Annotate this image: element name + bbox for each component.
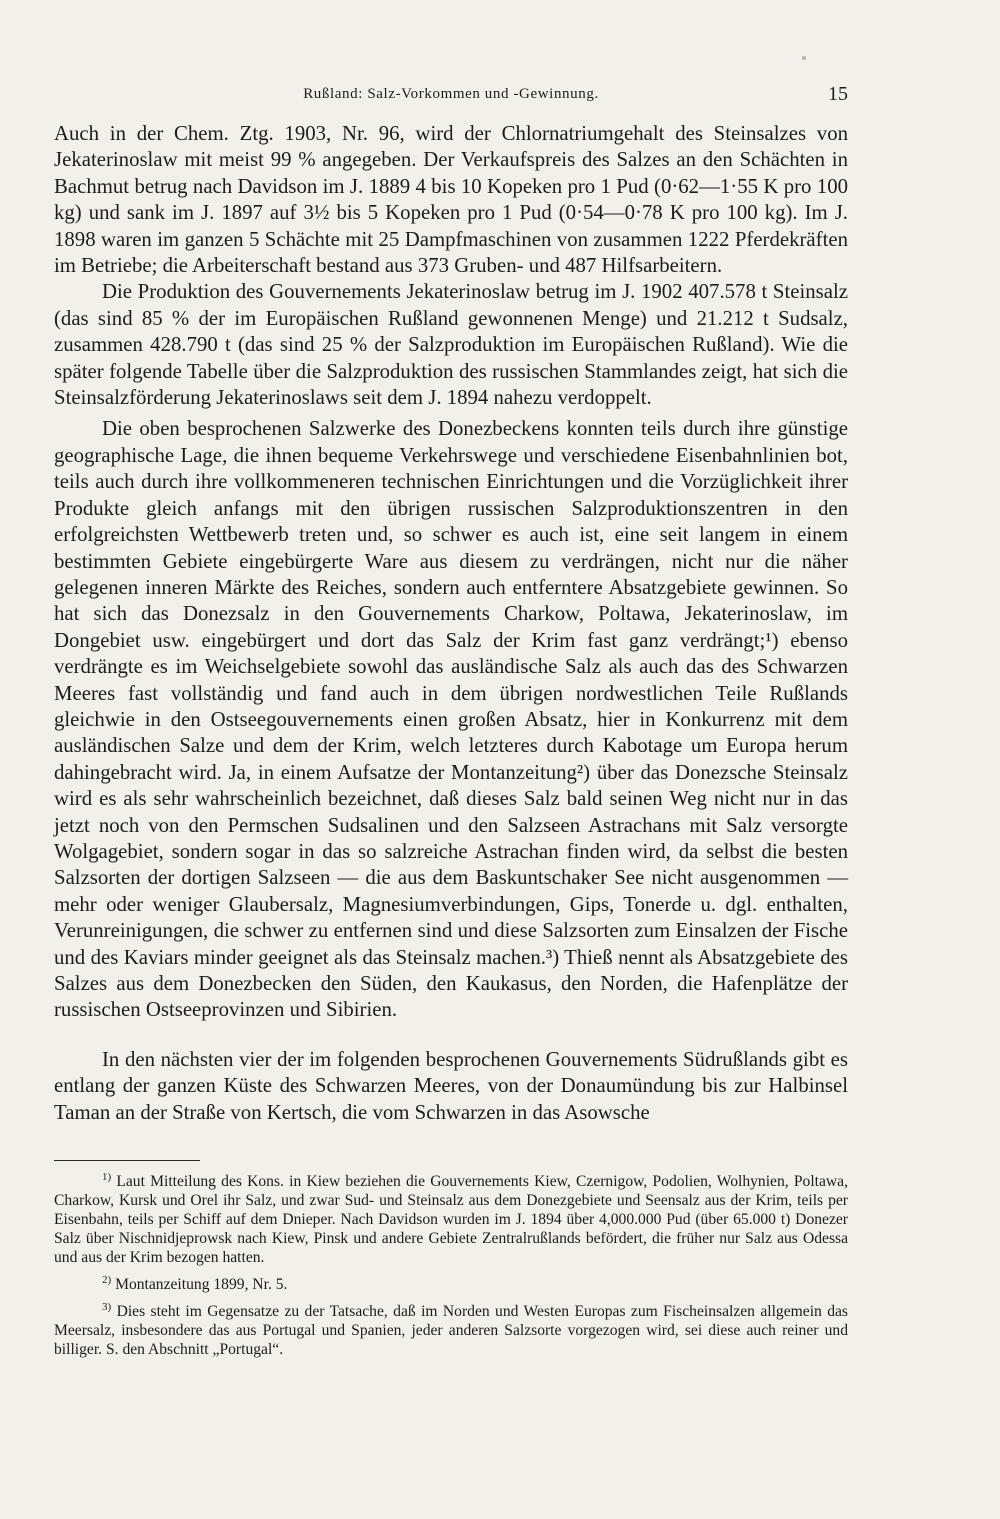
paragraph-south-russia: In den nächsten vier der im folgenden besprochenen Gouvernements Südrußlands gibt es entlang der ganzen Küste des Schwarzen Meeres, von der Donaumündung bis zur Halbinsel Taman an der Straße von Kertsch, die vom Schwarzen in das Asowsche <box>54 1047 848 1124</box>
running-title: Rußland: Salz-Vorkommen und -Gewinnung. <box>303 86 599 102</box>
footnote-divider <box>54 1160 200 1161</box>
footnote-1 <box>54 1172 848 1267</box>
footnotes <box>54 1172 848 1367</box>
page-number: 15 <box>828 83 848 105</box>
paragraph-production: Die Produktion des Gouvernements Jekaterinoslaw betrug im J. 1902 407.578 t Steinsalz (das sind 85 % der im Europäischen Rußland gewonnenen Menge) und 21.212 t Sudsalz, zusammen 428.790 t (das sind 25 % der Salzproduktion im Europäischen Rußland). Wie die später folgende Tabelle über die Salzproduktion des russischen Stammlandes zeigt, hat sich die Steinsalzförderung Jekaterinoslaws seit dem J. 1894 nahezu verdoppelt. <box>54 280 848 410</box>
footnote-3 <box>54 1302 848 1359</box>
footnote-text: Laut Mitteilung des Kons. in Kiew beziehen die Gouvernements Kiew, Czernigow, Podolien, Wolhynien, Poltawa, Charkow, Kursk und Orel ihr Salz, und zwar Sud- und Steinsalz aus dem Donezgebiete und Seensalz aus der Krim, teils per Eisenbahn, teils per Schiff auf dem Dnieper. Nach Davidson wurden im J. 1894 über 4,000.000 Pud (über 65.000 t) Donezer Salz über Nischnidjeprowsk nach Kiew, Pinsk und andere Gebiete Zentralrußlands befördert, die früher nur Salz aus Odessa und aus der Krim bezogen hatten. <box>54 1173 848 1266</box>
footnote-text: Montanzeitung 1899, Nr. 5. <box>115 1276 288 1293</box>
paper-speck <box>802 56 806 60</box>
footnote-text: Dies steht im Gegensatze zu der Tatsache, daß im Norden und Westen Europas zum Fischeinsalzen allgemein das Meersalz, insbesondere das aus Portugal und Spanien, jeder anderen Salzsorte vorgezogen wird, sei diese auch reiner und billiger. S. den Abschnitt „Portugal“. <box>54 1303 848 1358</box>
running-header <box>54 83 848 110</box>
footnote-marker: 3) <box>102 1300 112 1313</box>
main-text <box>54 121 848 1126</box>
paragraph-donez-salt: Die oben besprochenen Salzwerke des Donezbeckens konnten teils durch ihre günstige geographische Lage, die ihnen bequeme Verkehrswege und verschiedene Eisenbahnlinien bot, teils auch durch ihre vollkommeneren technischen Einrichtungen und die Vorzüglichkeit ihrer Produkte gleich anfangs mit den übrigen russischen Salzproduktionszentren in den erfolgreichsten Wettbewerb treten und, so schwer es auch ist, eine seit langem in einem bestimmten Gebiete eingebürgerte Ware aus diesem zu verdrängen, nicht nur die näher gelegenen inneren Märkte des Reiches, sondern auch entferntere Absatzgebiete gewinnen. So hat sich das Donezsalz in den Gouvernements Charkow, Poltawa, Jekaterinoslaw, im Dongebiet usw. eingebürgert und dort das Salz der Krim fast ganz verdrängt;¹) ebenso verdrängte es im Weichselgebiete sowohl das ausländische Salz als auch das des Schwarzen Meeres fast vollständig und fand auch in dem übrigen nordwestlichen Teile Rußlands gleichwie in den Ostseegouvernements einen großen Absatz, hier in Konkurrenz mit dem ausländischen Salze und dem der Krim, welch letzteres durch Kabotage um Europa herum dahingebracht wird. Ja, in einem Aufsatze der Montanzeitung²) über das Donezsche Steinsalz wird es als sehr wahrscheinlich bezeichnet, daß dieses Salz bald seinen Weg nicht nur in das jetzt noch von den Permschen Sudsalinen und den Salzseen Astrachans mit Salz versorgte Wolgagebiet, sondern sogar in das so salzreiche Astrachan finden wird, da selbst die besten Salzsorten der dortigen Salzseen — die aus dem Baskuntschaker See nicht ausgenommen — mehr oder weniger Glaubersalz, Magnesiumverbindungen, Gips, Tonerde u. dgl. enthalten, Verunreinigungen, die schwer zu entfernen sind und diese Salzsorten zum Einsalzen der Fische und des Kaviars minder geeignet als das Steinsalz machen.³) Thieß nennt als Absatzgebiete des Salzes aus dem Donezbecken den Süden, den Kaukasus, den Norden, die Hafenplätze der russischen Ostseeprovinzen und Sibirien. <box>54 417 848 1022</box>
footnote-marker: 1) <box>102 1170 112 1183</box>
footnote-2 <box>54 1275 848 1294</box>
paragraph-continuation: Auch in der Chem. Ztg. 1903, Nr. 96, wird der Chlornatriumgehalt des Steinsalzes von Jekaterinoslaw mit meist 99 % angegeben. Der Verkaufspreis des Salzes an den Schächten in Bachmut betrug nach Davidson im J. 1889 4 bis 10 Kopeken pro 1 Pud (0·62—1·55 K pro 100 kg) und sank im J. 1897 auf 3½ bis 5 Kopeken pro 1 Pud (0·54—0·78 K pro 100 kg). Im J. 1898 waren im ganzen 5 Schächte mit 25 Dampfmaschinen von zusammen 1222 Pferdekräften im Betriebe; die Arbeiterschaft bestand aus 373 Gruben- und 487 Hilfsarbeitern. <box>54 122 848 278</box>
footnote-marker: 2) <box>102 1273 112 1286</box>
